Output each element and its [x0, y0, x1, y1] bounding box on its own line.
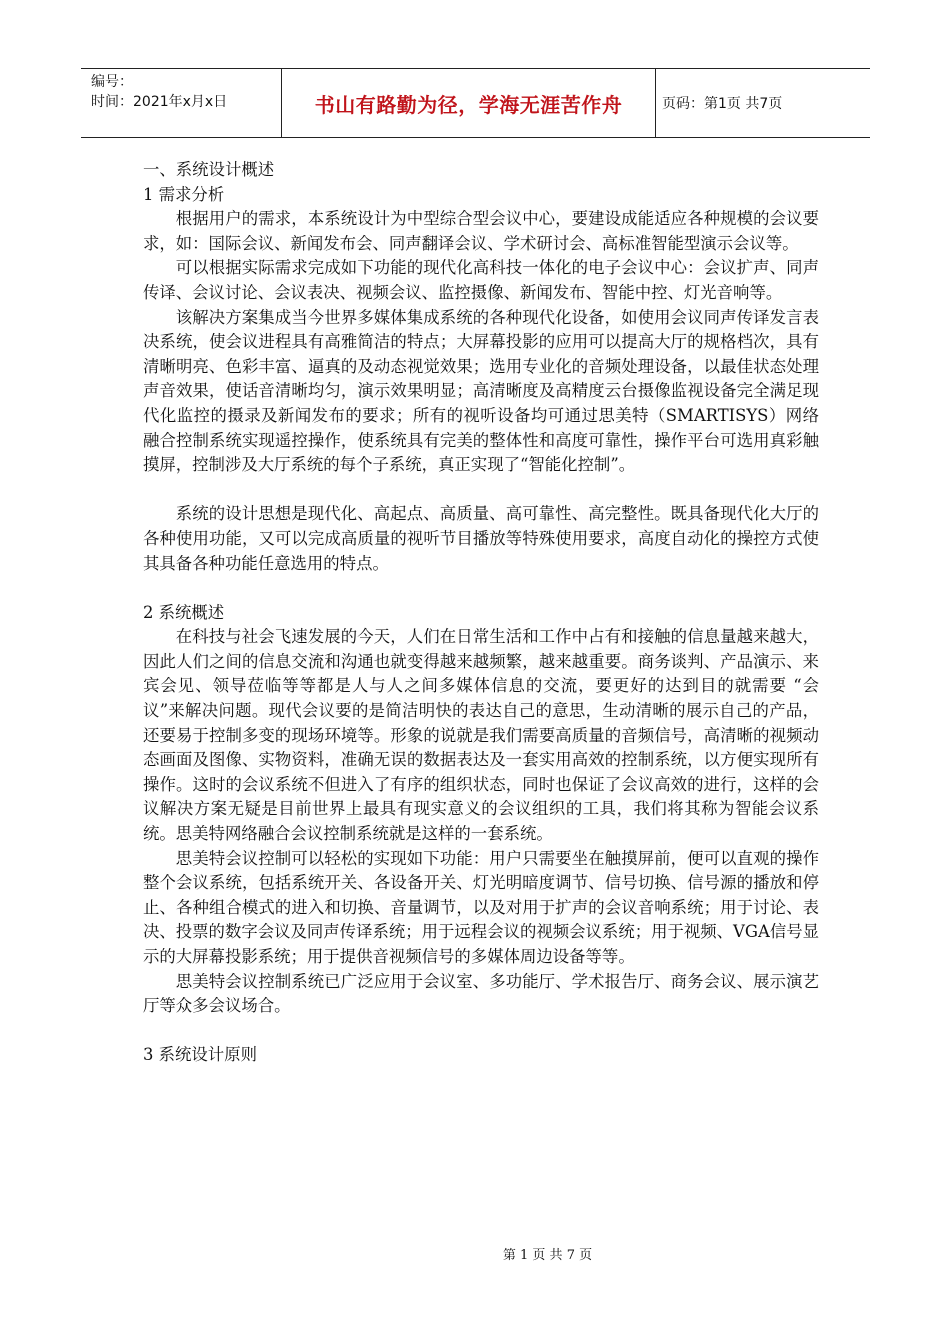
page-footer: 第 1 页 共 7 页: [502, 1248, 593, 1263]
header-meta: [81, 69, 282, 137]
header-motto: 书山有路勤为径，学海无涯苦作舟: [282, 69, 656, 137]
subsection-title-principles: 3 系统设计原则: [143, 1045, 257, 1065]
paragraph: 思美特会议控制系统已广泛应用于会议室、多功能厅、学术报告厅、商务会议、展示演艺厅等众多会议场合。: [143, 971, 819, 1016]
page-header: [81, 68, 870, 138]
paragraph: 思美特会议控制可以轻松的实现如下功能：用户只需要坐在触摸屏前，便可以直观的操作整个会议系统，包括系统开关、各设备开关、灯光明暗度调节、信号切换、信号源的播放和停止、各种组合模式的进入和切换、音量调节，以及对用于扩声的会议音响系统；用于讨论、表决、投票的数字会议及同声传译系统；用于远程会议的视频会议系统；用于视频、VGA信号显示的大屏幕投影系统；用于提供音视频信号的多媒体周边设备等等。: [143, 848, 819, 966]
document-number-label: 编号：: [91, 74, 133, 90]
document-body: [143, 158, 819, 1068]
paragraph: 根据用户的需求，本系统设计为中型综合型会议中心，要建设成能适应各种规模的会议要求，如：国际会议、新闻发布会、同声翻译会议、学术研讨会、高标准智能型演示会议等。: [143, 209, 819, 253]
paragraph: 该解决方案集成当今世界多媒体集成系统的各种现代化设备，如使用会议同声传译发言表决系统，使会议进程具有高雅简洁的特点；大屏幕投影的应用可以提高大厅的规格档次，具有清晰明亮、色彩丰富、逼真的及动态视觉效果；选用专业化的音频处理设备，以最佳状态处理声音效果，使话音清晰均匀，演示效果明显；高清晰度及高精度云台摄像监视设备完全满足现代化监控的摄录及新闻发布的要求；所有的视听设备均可通过思美特（SMARTISYS）网络融合控制系统实现遥控操作，使系统具有完美的整体性和高度可靠性，操作平台可选用真彩触摸屏，控制涉及大厅系统的每个子系统，真正实现了“智能化控制”。: [143, 307, 819, 475]
paragraph-spacer: [143, 1019, 819, 1044]
subsection-title-overview: 2 系统概述: [143, 602, 225, 622]
section-title: 一、系统设计概述: [143, 160, 275, 179]
paragraph: 在科技与社会飞速发展的今天，人们在日常生活和工作中占有和接触的信息量越来越大，因此人们之间的信息交流和沟通也就变得越来越频繁，越来越重要。商务谈判、产品演示、来宾会见、领导莅临等等都是人与人之间多媒体信息的交流，要更好的达到目的就需要 “会议”来解决问题。现代会议要的是简洁明快的表达自己的意思，生动清晰的展示自己的产品，还要易于控制多变的现场环境等。形象的说就是我们需要高质量的音频信号，高清晰的视频动态画面及图像、实物资料，准确无误的数据表达及一套实用高效的控制系统，以方便实现所有操作。这时的会议系统不但进入了有序的组织状态，同时也保证了会议高效的进行，这样的会议解决方案无疑是目前世界上最具有现实意义的会议组织的工具，我们将其称为智能会议系统。思美特网络融合会议控制系统就是这样的一套系统。: [143, 627, 819, 844]
paragraph-spacer: [143, 478, 819, 503]
document-date: 时间：2021年x月x日: [91, 94, 228, 110]
paragraph: 系统的设计思想是现代化、高起点、高质量、高可靠性、高完整性。既具备现代化大厅的各种使用功能，又可以完成高质量的视听节目播放等特殊使用要求，高度自动化的操控方式使其具备各种功能任意选用的特点。: [143, 504, 819, 573]
subsection-title-requirements: 1 需求分析: [143, 184, 225, 204]
paragraph: 可以根据实际需求完成如下功能的现代化高科技一体化的电子会议中心：会议扩声、同声传译、会议讨论、会议表决、视频会议、监控摄像、新闻发布、智能中控、灯光音响等。: [143, 258, 819, 302]
paragraph-spacer: [143, 576, 819, 601]
header-page-info: 页码：第1页 共7页: [662, 96, 783, 112]
